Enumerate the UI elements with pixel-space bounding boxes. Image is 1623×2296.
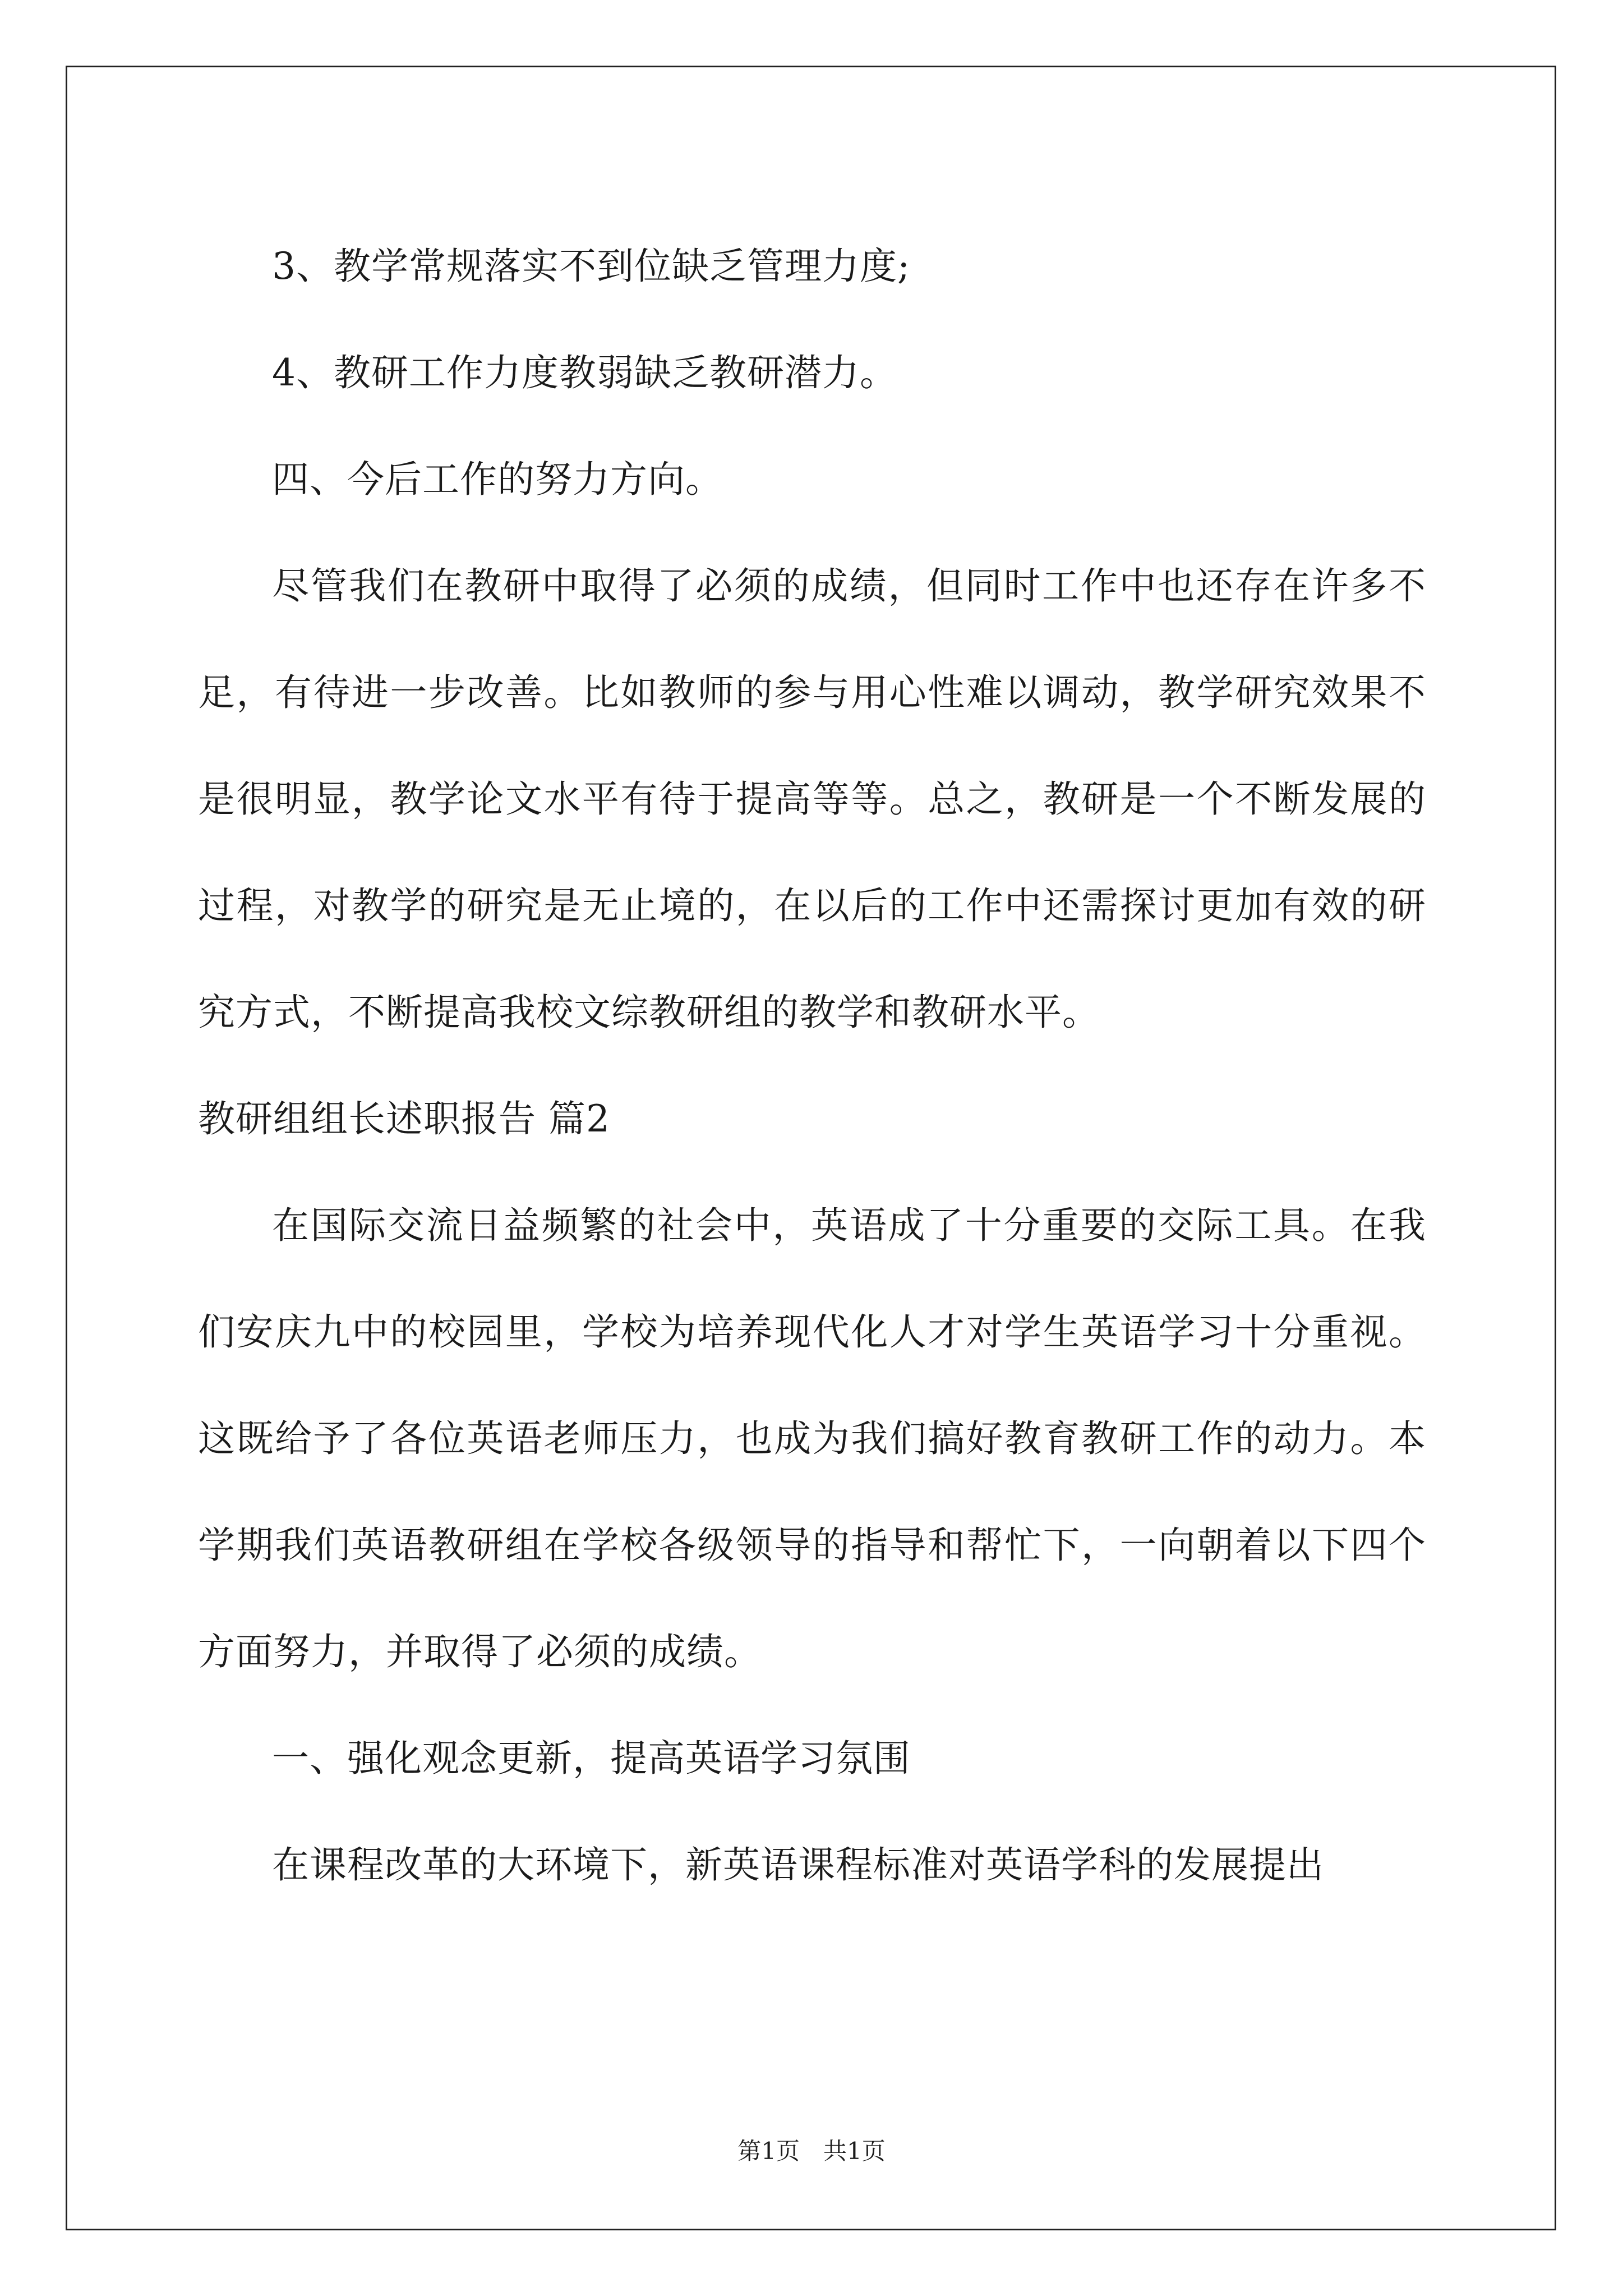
- list-item-3: 3、教学常规落实不到位缺乏管理力度;: [272, 245, 911, 288]
- page-number-footer: 第1页 共1页: [737, 2137, 886, 2165]
- body-paragraph: 在课程改革的大环境下，新英语课程标准对英语学科的发展提出: [272, 1843, 1324, 1887]
- report-title: 教研组组长述职报告 篇2: [198, 1097, 610, 1140]
- document-body: [198, 213, 1426, 1918]
- list-item-4: 4、教研工作力度教弱缺乏教研潜力。: [272, 351, 897, 394]
- body-paragraph: 在国际交流日益频繁的社会中，英语成了十分重要的交际工具。在我们安庆九中的校园里，学校为培养现代化人才对学生英语学习十分重视。这既给予了各位英语老师压力，也成为我们搞好教育教研工作的动力。本学期我们英语教研组在学校各级领导的指导和帮忙下，一向朝着以下四个方面努力，并取得了必须的成绩。: [198, 1204, 1426, 1673]
- section-heading-four: 四、今后工作的努力方向。: [272, 458, 723, 501]
- section-heading-one: 一、强化观念更新，提高英语学习氛围: [272, 1737, 911, 1780]
- body-paragraph: 尽管我们在教研中取得了必须的成绩，但同时工作中也还存在许多不足，有待进一步改善。比如教师的参与用心性难以调动，教学研究效果不是很明显，教学论文水平有待于提高等等。总之，教研是一个不断发展的过程，对教学的研究是无止境的，在以后的工作中还需探讨更加有效的研究方式，不断提高我校文综教研组的教学和教研水平。: [198, 564, 1426, 1034]
